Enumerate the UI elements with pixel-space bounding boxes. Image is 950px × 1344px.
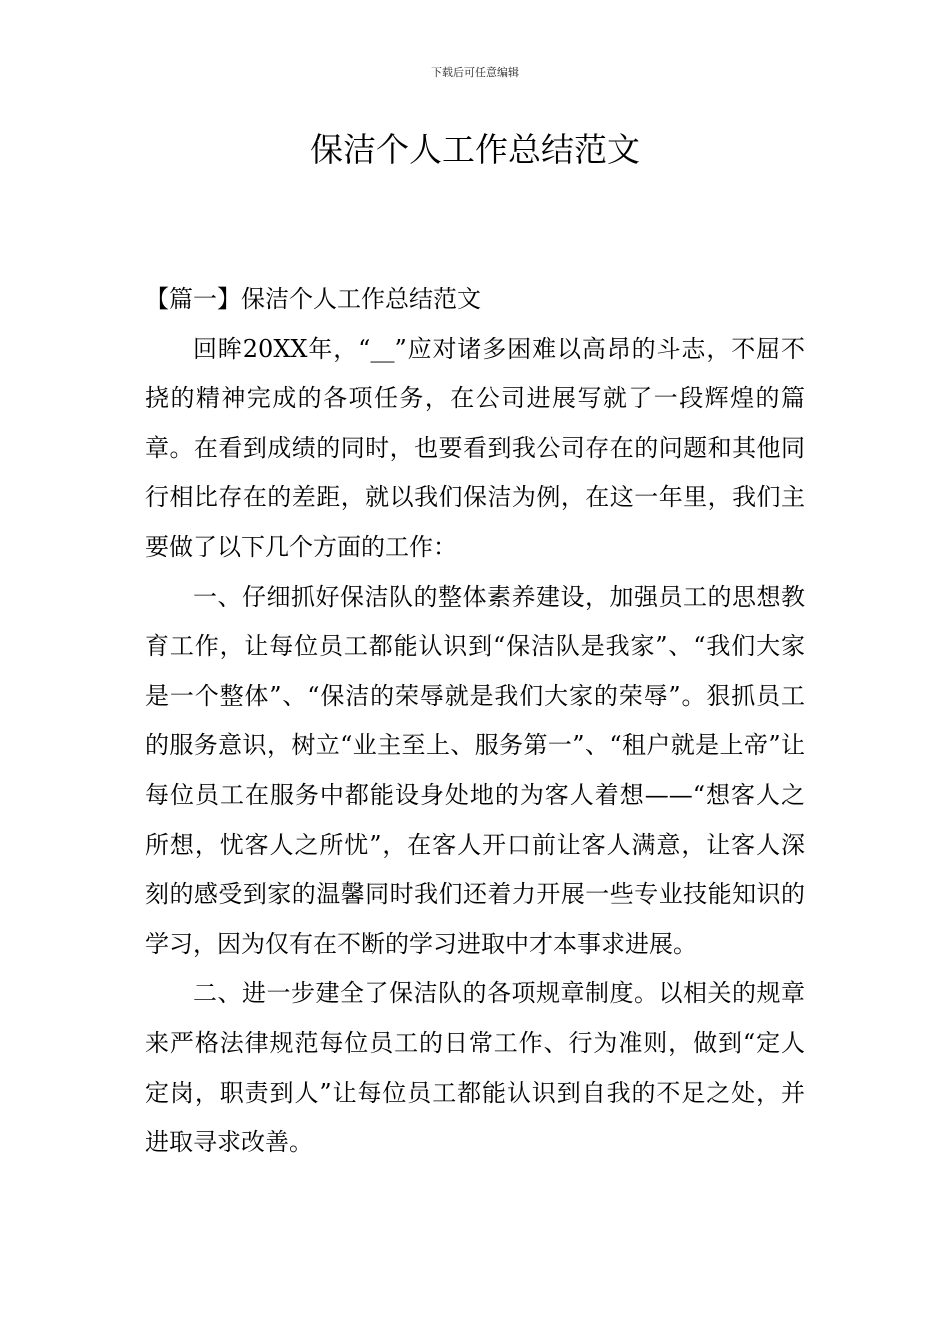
section-heading: 【篇一】保洁个人工作总结范文 [145,285,481,313]
paragraph-point-one: 一、仔细抓好保洁队的整体素养建设，加强员工的思想教育工作，让每位员工都能认识到“保洁队是我家”、“我们大家是一个整体”、“保洁的荣辱就是我们大家的荣辱”。狠抓员工的服务意识，树立“业主至上、服务第一”、“租户就是上帝”让每位员工在服务中都能设身处地的为客人着想——“想客人之所想，忧客人之所忧”，在客人开口前让客人满意，让客人深刻的感受到家的温馨同时我们还着力开展一些专业技能知识的学习，因为仅有在不断的学习进取中才本事求进展。 [145,582,805,958]
paragraph-point-two: 二、进一步建全了保洁队的各项规章制度。以相关的规章来严格法律规范每位员工的日常工作、行为准则，做到“定人定岗，职责到人”让每位员工都能认识到自我的不足之处，并进取寻求改善。 [145,979,805,1157]
page-title: 保洁个人工作总结范文 [310,130,640,169]
paragraph-intro: 回眸20XX年，“__”应对诸多困难以高昂的斗志，不屈不挠的精神完成的各项任务，在公司进展写就了一段辉煌的篇章。在看到成绩的同时，也要看到我公司存在的问题和其他同行相比存在的差距，就以我们保洁为例，在这一年里，我们主要做了以下几个方面的工作： [145,334,805,561]
header-note: 下载后可任意编辑 [431,66,519,79]
document-body [145,275,805,1168]
